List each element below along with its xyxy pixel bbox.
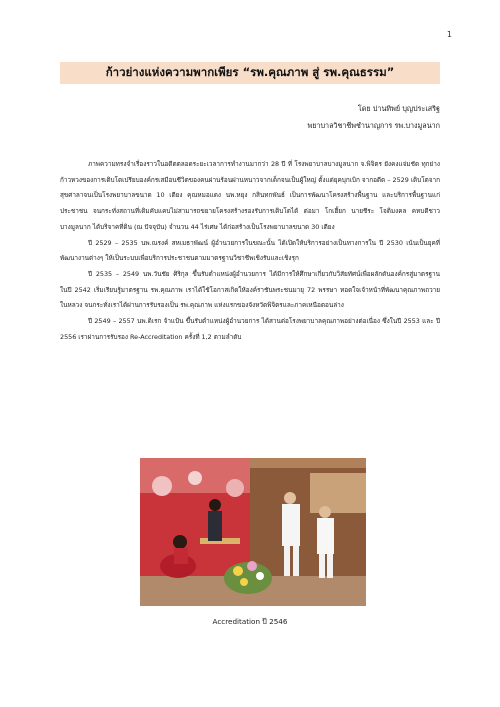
paragraph-4: ปี 2549 – 2557 นพ.ดิเรก จ้าแป้น ขึ้นรับตำแหน่งผู้อำนวยการ ได้สานต่อโรงพยาบาลคุณภาพอย่างต่อเนื่อง ซึ่งในปี 2553 และ ปี 2556 เราผ่านการรับรอง Re-Accreditation ครั้งที่ 1,2 ตามลำดับ bbox=[60, 317, 440, 341]
paragraph-3: ปี 2535 – 2549 นพ.วันชัย ศิริกุล ขึ้นรับตำแหน่งผู้อำนวยการ ได้มีการให้ศึกษาเกี่ยวกับวิสัยทัศน์เพื่อผลักดันองค์กรสู่มาตรฐาน ในปี 2542 เริ่มเรียนรู้มาตรฐาน รพ.คุณภาพ เราได้ใช้โอกาสเกิดให้องค์ราชันพระชนมายุ 72 พรรษา ทอดใจเจ้าหน้าที่พัฒนาคุณภาพถวายในหลวง จนกระทั่งเราได้ผ่านการรับรองเป็น รพ.คุณภาพ แห่งแรกของจังหวัดพิจิตรและภาคเหนือตอนล่าง bbox=[60, 269, 440, 310]
accreditation-photo bbox=[140, 458, 366, 606]
page-number: 1 bbox=[446, 30, 452, 39]
title-banner bbox=[60, 62, 440, 84]
paragraph-2: ปี 2529 – 2535 นพ.ณรงค์ สหเมธาพัฒน์ ผู้อำนวยการในขณะนั้น ได้เปิดให้บริการอย่างเป็นทางการใน ปี 2530 เน้นเป็นยุคที่พัฒนางานต่างๆ ให้เป็นระบบเพื่อบริการประชาชนตามมาตรฐานวิชาชีพเชิงรับและเชิงรุก bbox=[60, 238, 440, 263]
author-position: พยาบาลวิชาชีพชำนาญการ รพ.บางมูลนาก bbox=[307, 121, 440, 130]
article-body bbox=[60, 157, 440, 345]
document-title: ก้าวย่างแห่งความพากเพียร “รพ.คุณภาพ สู่ รพ.คุณธรรม” bbox=[105, 65, 395, 79]
paragraph-1: ภาพความทรงจำเรื่องราวในอดีตตลอดระยะเวลาการทำงานมากว่า 28 ปี ที่ โรงพยาบาลบางมูลนาก จ.พิจิตร ยังคงแจ่มชัด ทุกย่างก้าวหวงของการเติบโตเปรียบองค์กรเสมือนชีวิตของคนผ่านร้อนผ่านหนาวจากเด็กจนเป็นผู้ใหญ่ ตั้งแต่ยุคบุกเบิก จากอดีต – 2529 เติบโตจากสุขศาลาจนเป็นโรงพยาบาลขนาด 10 เตียง คุณหมอแดง นพ.หยุง กสินทกพันธ์ เป็นการพัฒนาโครงสร้างพื้นฐาน และบริการพื้นฐานแก่ประชาชน จนกระทั่งสถานที่เดิมคับแคบไม่สามารถขยายโครงสร้างรองรับการเติบโตได้ ต่อมา โกเฮี้ยก นายชีระ โจติมงคล คหบดีชาวบางมูลนาก ได้บริจาคที่ดิน (ณ ปัจจุบัน) จำนวน 44 ไร่เศษ ได้ก่อสร้างเป็นโรงพยาบาลขนาด 30 เตียง bbox=[60, 160, 440, 231]
photo-caption: Accreditation ปี 2546 bbox=[212, 617, 288, 626]
author-line: โดย ปานทิพย์ บุญประเสริฐ bbox=[357, 104, 440, 113]
